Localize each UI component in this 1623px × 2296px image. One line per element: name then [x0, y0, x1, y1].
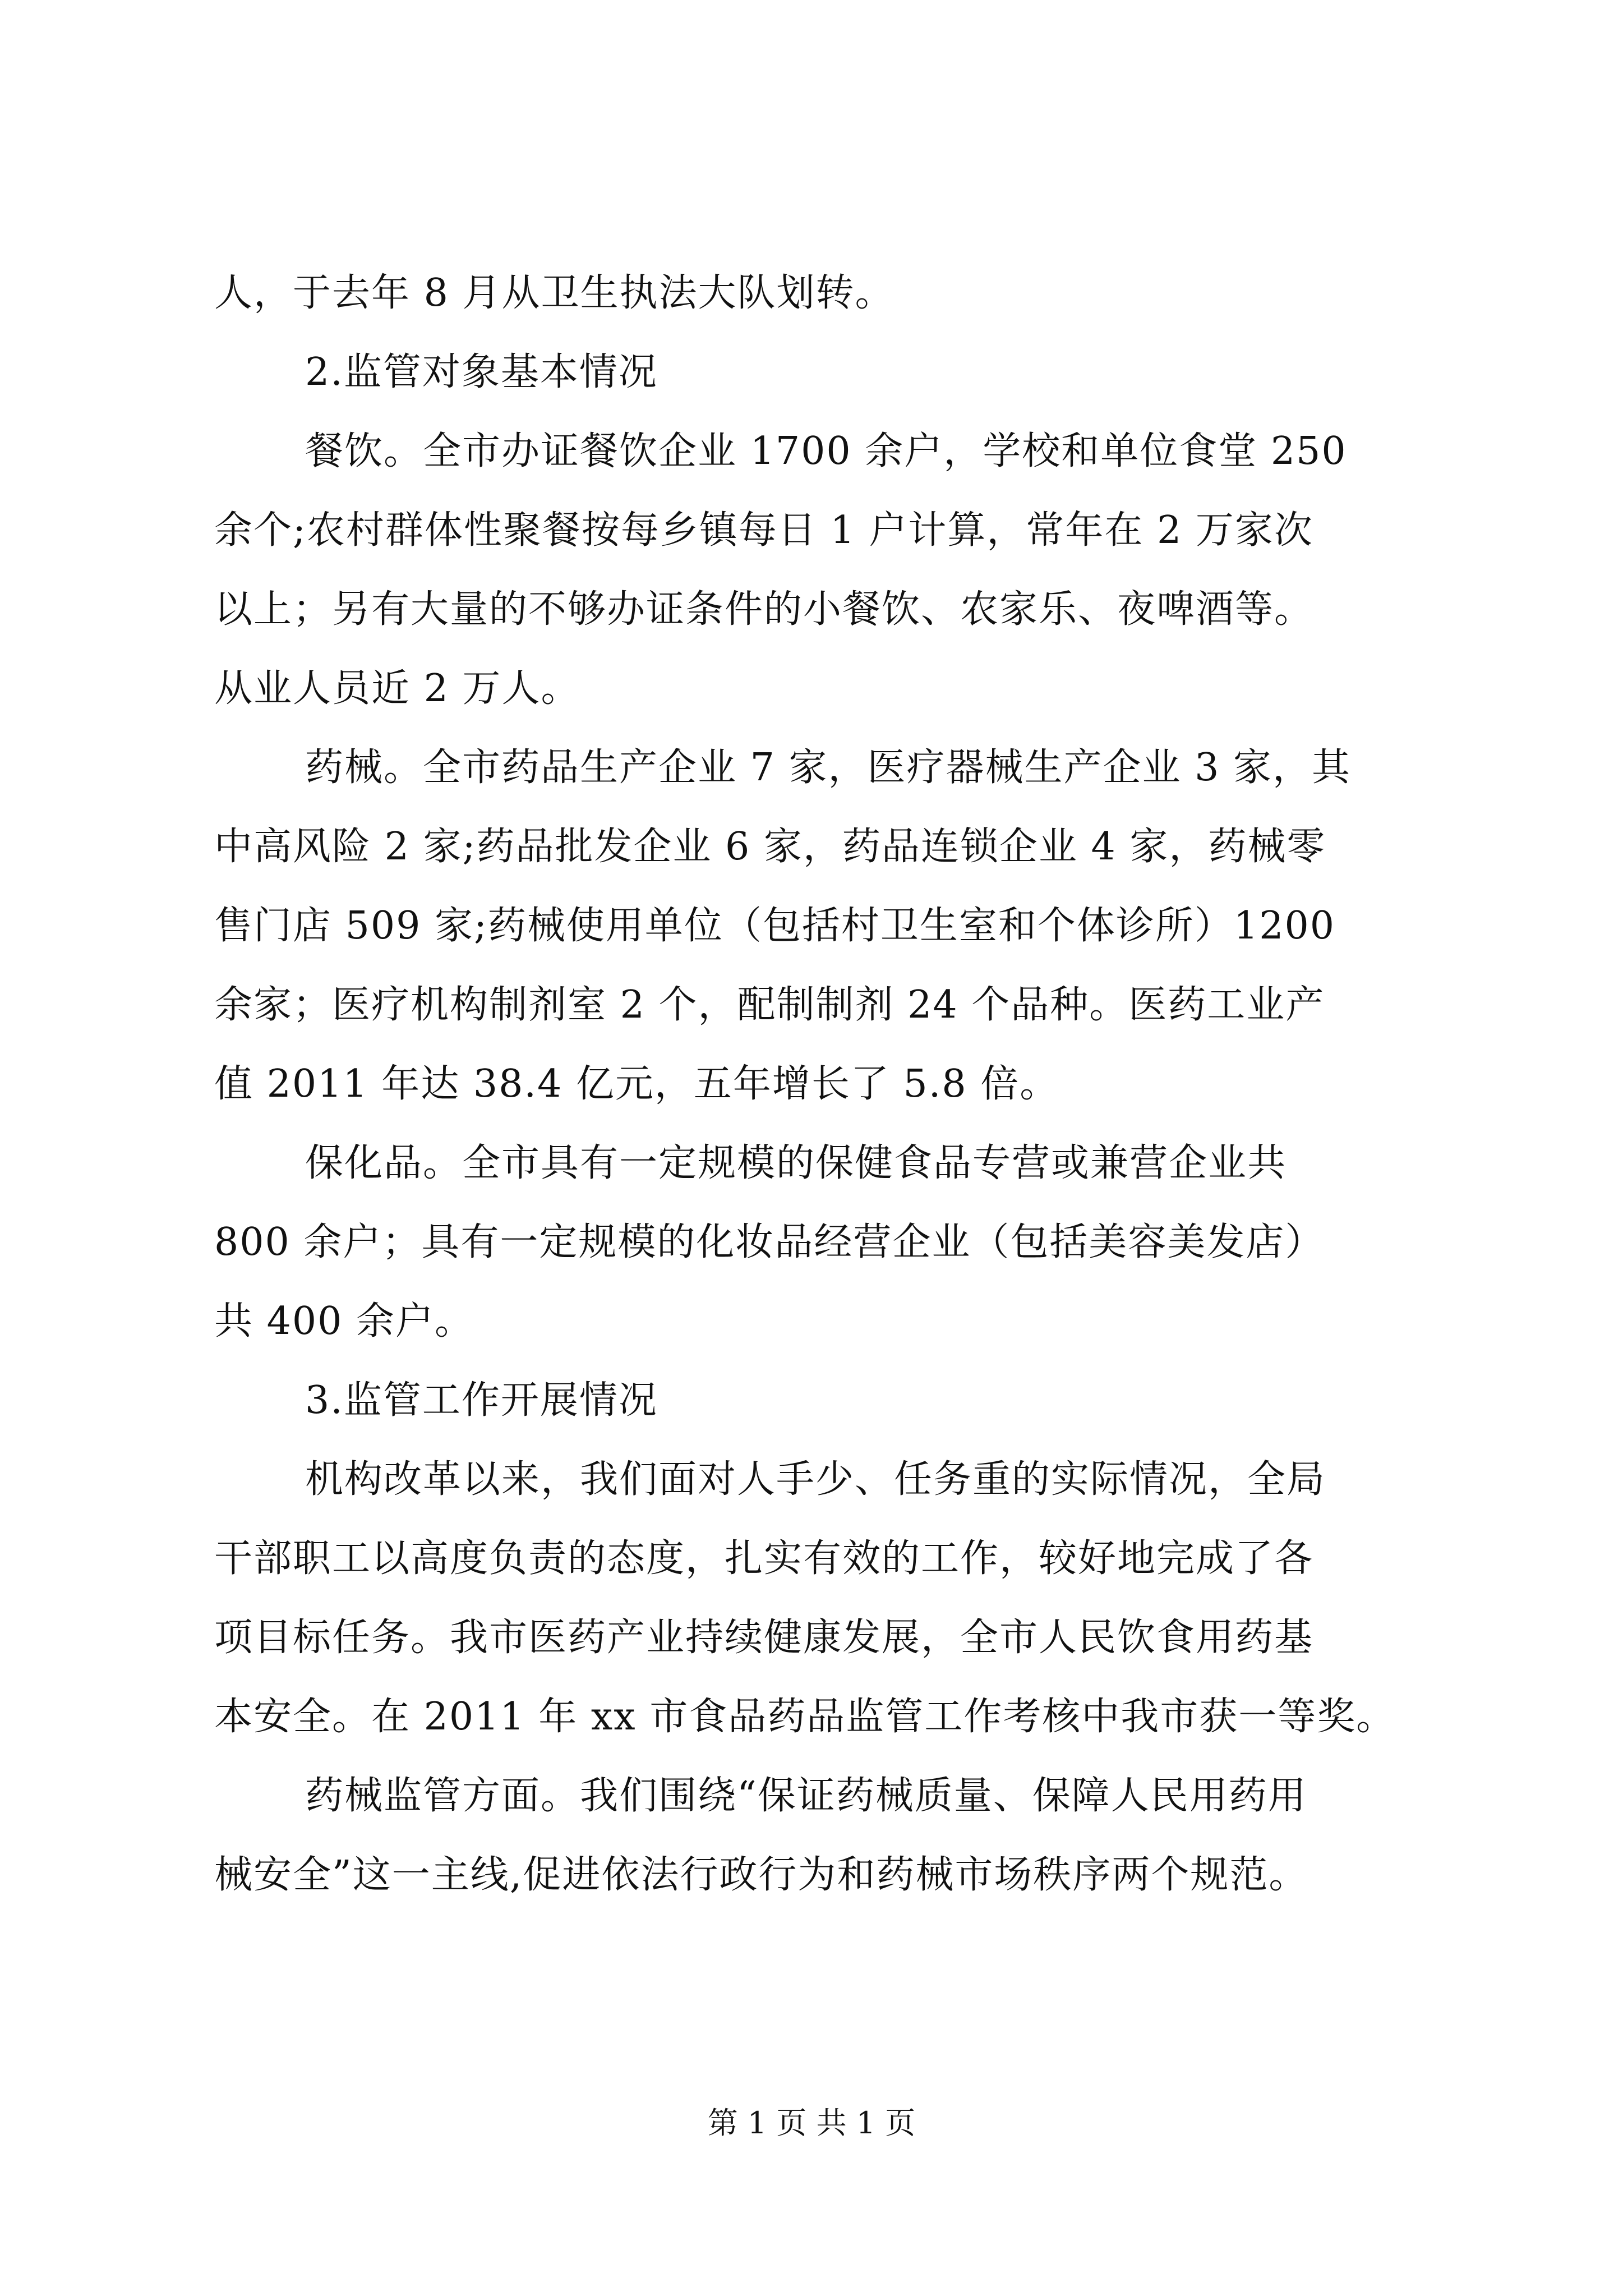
paragraph-first-line: 药械。全市药品生产企业 7 家，医疗器械生产企业 3 家，其 — [305, 746, 1351, 790]
text-line: 余家；医疗机构制剂室 2 个，配制制剂 24 个品种。医药工业产 — [214, 983, 1325, 1027]
text-line: 中高风险 2 家;药品批发企业 6 家，药品连锁企业 4 家，药械零 — [214, 825, 1326, 869]
text-line: 以上；另有大量的不够办证条件的小餐饮、农家乐、夜啤酒等。 — [214, 587, 1314, 632]
text-line: 本安全。在 2011 年 xx 市食品药品监管工作考核中我市获一等奖。 — [214, 1695, 1396, 1739]
text-line: 值 2011 年达 38.4 亿元，五年增长了 5.8 倍。 — [214, 1062, 1059, 1106]
paragraph-first-line: 机构改革以来，我们面对人手少、任务重的实际情况，全局 — [305, 1457, 1326, 1502]
paragraph-first-line: 餐饮。全市办证餐饮企业 1700 余户，学校和单位食堂 250 — [305, 429, 1347, 473]
section-heading: 2.监管对象基本情况 — [305, 350, 658, 394]
text-line: 干部职工以高度负责的态度，扎实有效的工作，较好地完成了各 — [214, 1536, 1314, 1581]
section-heading: 3.监管工作开展情况 — [305, 1378, 658, 1423]
text-line: 项目标任务。我市医药产业持续健康发展，全市人民饮食用药基 — [214, 1616, 1314, 1660]
paragraph-first-line: 保化品。全市具有一定规模的保健食品专营或兼营企业共 — [305, 1141, 1287, 1185]
text-line: 械安全”这一主线,促进依法行政行为和药械市场秩序两个规范。 — [214, 1853, 1308, 1897]
paragraph-first-line: 药械监管方面。我们围绕“保证药械质量、保障人民用药用 — [305, 1774, 1307, 1818]
text-line: 从业人员近 2 万人。 — [214, 666, 580, 711]
text-line: 人，于去年 8 月从卫生执法大队划转。 — [214, 271, 895, 315]
document-body — [214, 254, 1414, 1915]
text-line: 余个;农村群体性聚餐按每乡镇每日 1 户计算，常年在 2 万家次 — [214, 508, 1313, 553]
text-line: 800 余户；具有一定规模的化妆品经营企业（包括美容美发店） — [214, 1220, 1325, 1264]
page-footer: 第 1 页 共 1 页 — [707, 2105, 916, 2141]
text-line: 共 400 余户。 — [214, 1299, 474, 1343]
text-line: 售门店 509 家;药械使用单位（包括村卫生室和个体诊所）1200 — [214, 904, 1335, 948]
